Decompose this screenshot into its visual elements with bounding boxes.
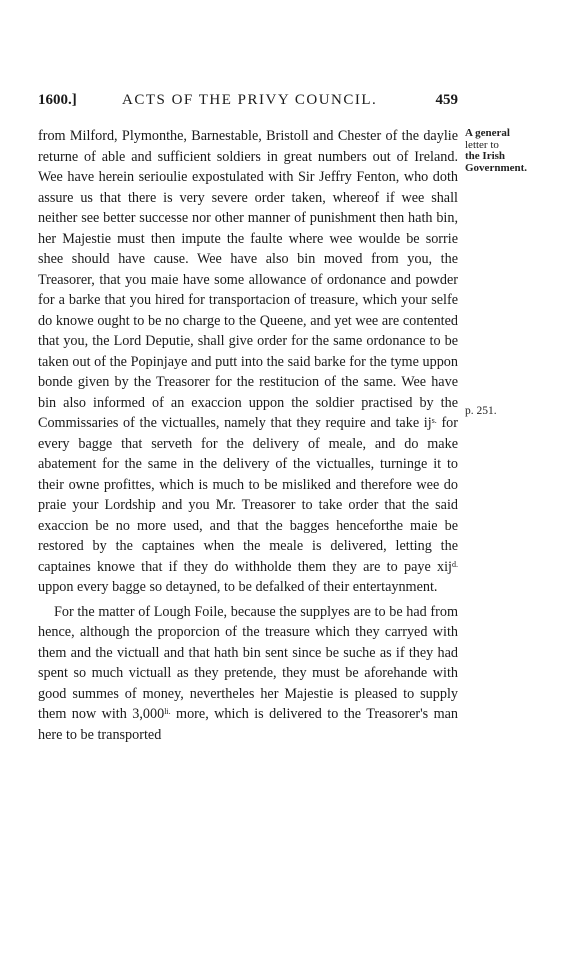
superscript: s.: [431, 416, 437, 425]
superscript: li.: [164, 707, 171, 716]
paragraph-text: uppon every bagge so detayned, to be defalked of their entertaynment.: [38, 579, 438, 595]
running-header: [38, 92, 458, 114]
superscript: d.: [452, 559, 458, 569]
margin-note-line: the Irish: [465, 150, 506, 162]
margin-page-reference: p. 251.: [465, 405, 497, 417]
paragraph-text: more, which is delivered to the Treasorer's man here to be transported: [38, 706, 459, 743]
paragraph: [38, 126, 458, 598]
margin-note-line: letter to: [465, 138, 499, 151]
header-title: ACTS OF THE PRIVY COUNCIL.: [122, 92, 378, 108]
paragraph-text: for every bagge that serveth for the delivery of meale, and do make abatement for the same in the delivery of the victualles, turninge it to their owne profittes, which is much to be misliked and therefore wee do praie your Lordship and you Mr. Treasorer to take order that the said exaccion be no more used, and that the bagges henceforthe maie be restored by the captaines when the meale is delivered, letting the captaines knowe that if they do withholde them they are to paye xij: [38, 415, 458, 575]
paragraph: [38, 602, 458, 746]
margin-note-line: A general: [465, 127, 510, 139]
paragraph-text: For the matter of Lough Foile, because the supplyes are to be had from hence, although the proporcion of the treasure which they carryed with them and the victuall and that hath bin sent since be suche as if they had spent so much victuall as they pretende, they must be aforehande with good summes of money, nevertheles her Majestie is pleased to supply them now with 3,000: [38, 603, 458, 722]
margin-note: [465, 128, 545, 174]
header-year: 1600.]: [38, 92, 77, 108]
margin-note-line: Government.: [465, 161, 528, 174]
paragraph-text: from Milford, Plymonthe, Barnestable, Bristoll and Chester of the daylie returne of able and sufficient soldiers in great numbers out of Ireland. Wee have herein serioulie expostulated with Sir Jeffry Fenton, who doth assure us that there is very severe order taken, whereof if wee shall neither see better successe nor other manner of punishment then hath bin, her Majestie must then impute the faulte where wee woulde be sorrie shee should have cause. Wee have also bin moved from you, the Treasorer, that you maie have some allowance of ordonance and powder for a barke that you hired for transportacion of treasure, which your selfe do knowe ought to be no charge to the Queene, and yet wee are contented that you, the Lord Deputie, shall give order for the same ordonance to be taken out of the Popinjaye and putt into the said barke for the tyme uppon bonde given by the Treasorer for the restitucion of the same. Wee have bin also informed of an exaccion uppon the soldier practised by the Commissaries of the victualles, namely that they require and take ij: [38, 128, 458, 431]
page-number: 459: [435, 92, 458, 108]
body-text: [38, 126, 458, 745]
